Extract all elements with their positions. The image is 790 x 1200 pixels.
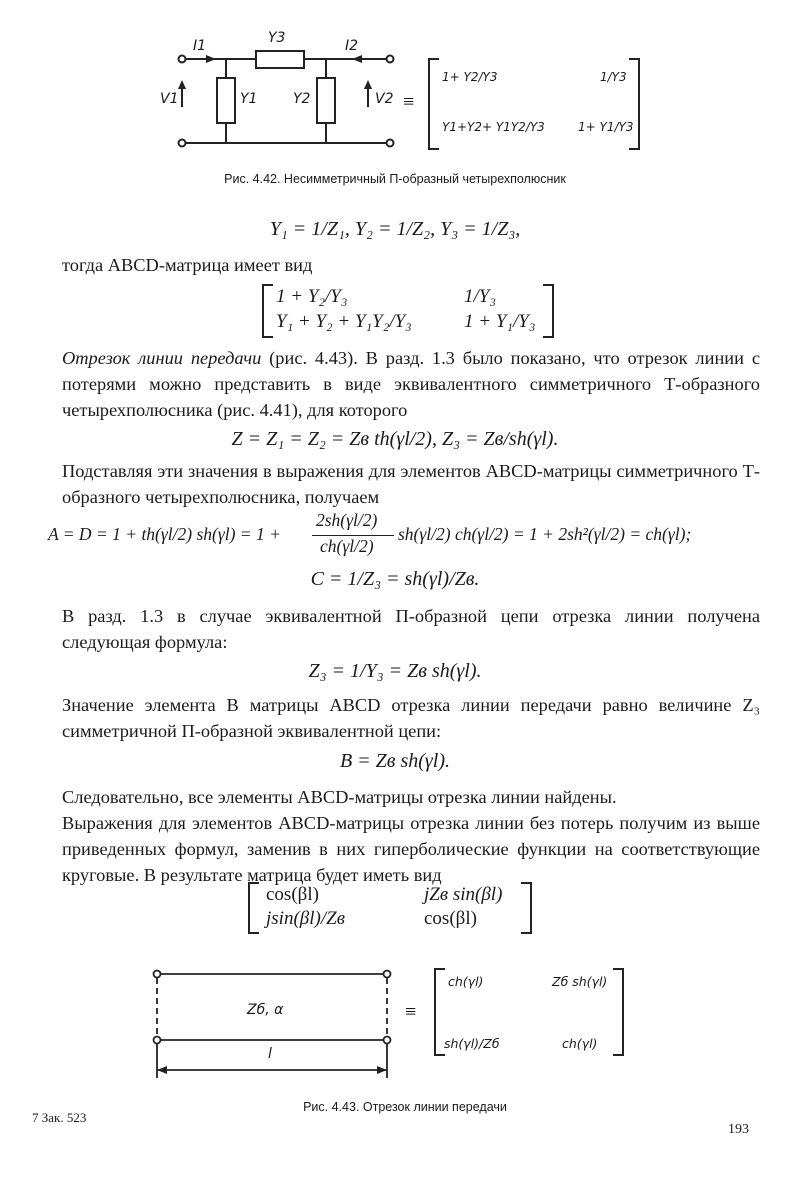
formula-a-d-denominator: ch(γl/2) — [320, 536, 374, 556]
fig442-label-y2: Y2 — [293, 91, 311, 107]
matrix1-r1c1: 1 + Y₂/Y₃ — [276, 286, 348, 307]
formula-a-d-left: A = D = 1 + th(γl/2) sh(γl) = 1 + — [48, 524, 281, 544]
paragraph-substitution: Подставляя эти значения в выражения для элементов ABCD-матрицы симметричного Т-образного четырехполюсника, получаем — [62, 461, 760, 507]
fig443-equiv-sign: ≡ — [405, 1001, 417, 1023]
fig442-equiv-sign: ≡ — [403, 91, 415, 113]
figure-4-43-line — [145, 960, 405, 1085]
matrix2-r2c1: jsin(βl)/Zв — [266, 908, 345, 929]
formula-a-d-right: sh(γl/2) ch(γl/2) = 1 + 2sh²(γl/2) = ch(γl); — [398, 524, 692, 544]
fig442-label-i1: I1 — [193, 38, 207, 54]
fig442-label-v1: V1 — [160, 91, 179, 107]
paragraph-lossless: Выражения для элементов ABCD-матрицы отрезка линии без потерь получим из выше приведенных формул, заменив в них гиперболические функции на соответствующие круговые. В результате матрица будет иметь вид — [62, 813, 760, 885]
matrix1-r1c2: 1/Y₃ — [464, 286, 496, 307]
fig442-label-i2: I2 — [345, 38, 359, 54]
fig442-label-y1: Y1 — [240, 91, 258, 107]
fig442-matrix — [428, 58, 640, 150]
fig442-label-y3: Y3 — [268, 30, 286, 46]
footer-print-mark: 7 Зак. 523 — [32, 1110, 87, 1125]
page-number: 193 — [728, 1122, 749, 1137]
matrix1-r2c1: Y₁ + Y₂ + Y₁Y₂/Y₃ — [276, 311, 412, 332]
paragraph-pi-equivalent: В разд. 1.3 в случае эквивалентной П-образной цепи отрезка линии получена следующая формула: — [62, 606, 760, 652]
formula-z3: Z₃ = 1/Y₃ = Zв sh(γl). — [308, 660, 482, 682]
formula-b: B = Zв sh(γl). — [339, 750, 451, 772]
fig443-matrix-m22: ch(γl) — [562, 1036, 598, 1051]
paragraph-line-segment — [62, 345, 760, 423]
figure-4-43-caption: Рис. 4.43. Отрезок линии передачи — [303, 1100, 507, 1114]
matrix2-r1c2: jZв sin(βl) — [424, 884, 503, 905]
fig442-label-v2: V2 — [375, 91, 394, 107]
matrix1-r2c2: 1 + Y₁/Y₃ — [464, 311, 536, 332]
fig443-line-label: Zб, α — [247, 1002, 284, 1018]
fig442-matrix-m11: 1+ Y2/Y3 — [442, 70, 498, 84]
matrix2-r1c1: cos(βl) — [266, 884, 319, 905]
formula-z-line: Z = Z₁ = Z₂ = Zв th(γl/2), Z₃ = Zв/sh(γl). — [231, 428, 559, 450]
formula-admittances: Y₁ = 1/Z₁, Y₂ = 1/Z₂, Y₃ = 1/Z₃, — [269, 218, 521, 240]
paragraph-conclusion: Следовательно, все элементы ABCD-матрицы отрезка линии найдены. — [62, 787, 617, 807]
formula-a-d-numerator: 2sh(γl/2) — [316, 510, 378, 530]
fig442-matrix-m12: 1/Y3 — [600, 70, 627, 84]
figure-4-42-caption: Рис. 4.42. Несимметричный П-образный четырехполюсник — [224, 172, 566, 186]
formula-a-d — [48, 510, 788, 560]
paragraph-abcd-matrix-intro: тогда ABCD-матрица имеет вид — [62, 255, 313, 275]
paragraph-line-segment-text: (рис. 4.43). В разд. 1.3 было показано, что отрезок линии с потерями можно представить в виде эквивалентного симметричного Т-образного четырехполюсника (рис. 4.41), для которого — [62, 348, 760, 420]
fig443-matrix — [434, 968, 624, 1056]
fig443-matrix-m12: Zб sh(γl) — [552, 974, 608, 989]
paragraph-element-b: Значение элемента B матрицы ABCD отрезка линии передачи равно величине Z₃ симметричной П-образной эквивалентной цепи: — [62, 695, 760, 741]
matrix2-r2c2: cos(βl) — [424, 908, 477, 929]
fig443-matrix-m11: ch(γl) — [448, 974, 484, 989]
formula-c: C = 1/Z₃ = sh(γl)/Zв. — [310, 568, 480, 590]
abcd-matrix-pi — [262, 284, 554, 338]
paragraph-line-segment-term: Отрезок линии передачи — [62, 348, 262, 368]
fig443-length-label: l — [268, 1046, 272, 1062]
fig442-matrix-m21: Y1+Y2+ Y1Y2/Y3 — [442, 120, 545, 134]
fig442-matrix-m22: 1+ Y1/Y3 — [578, 120, 634, 134]
fig443-matrix-m21: sh(γl)/Zб — [444, 1036, 500, 1051]
abcd-matrix-lossless — [248, 882, 532, 934]
